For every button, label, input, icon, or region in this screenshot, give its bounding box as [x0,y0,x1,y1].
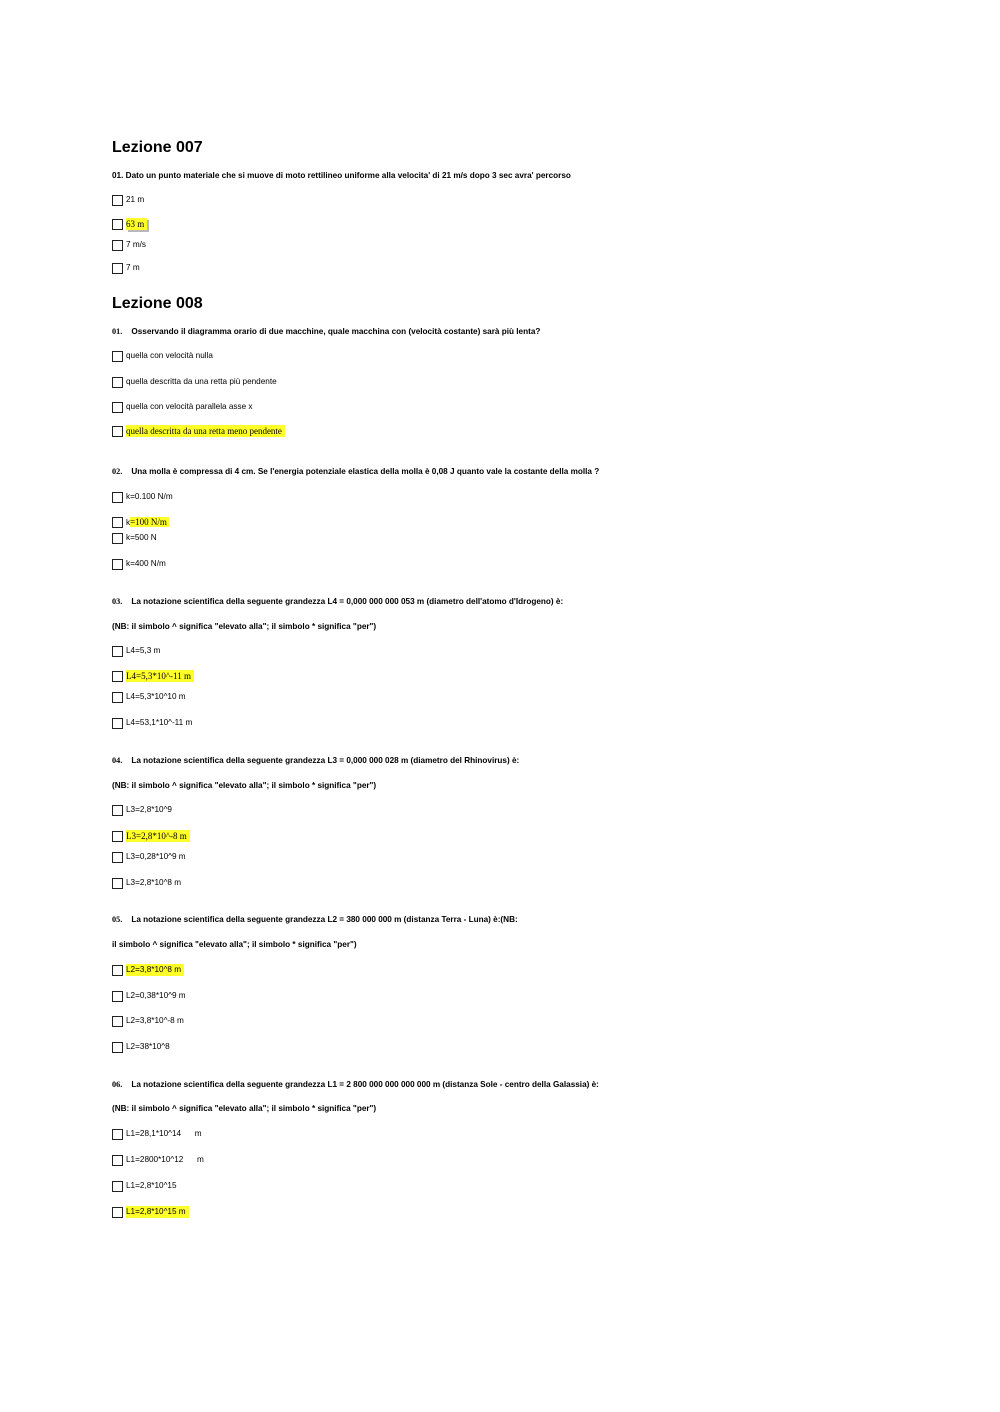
checkbox[interactable] [112,240,123,251]
checkbox[interactable] [112,426,123,437]
option-label: L2=3,8*10^-8 m [126,1016,184,1025]
question-body: La notazione scientifica della seguente grandezza L1 = 2 800 000 000 000 000 m (distanza Sole - centro della Galassia) è: [131,1080,599,1089]
question-body: Osservando il diagramma orario di due macchine, quale macchina con (velocità costante) sarà più lenta? [131,327,541,336]
checkbox[interactable] [112,492,123,503]
option-label: L2=0,38*10^9 m [126,991,186,1000]
question-number: 02. [112,467,123,476]
question-text [112,466,599,477]
answer-option-correct[interactable] [112,669,194,683]
question-body: Dato un punto materiale che si muove di moto rettilineo uniforme alla velocita' di 21 m/s dopo 3 sec avra' percorso [125,171,571,180]
option-label: 7 m [126,263,140,272]
checkbox[interactable] [112,671,123,682]
checkbox[interactable] [112,1129,123,1140]
checkbox[interactable] [112,517,123,528]
answer-option[interactable] [112,644,160,658]
checkbox[interactable] [112,351,123,362]
option-label: L4=5,3 m [126,646,161,655]
question-number: 04. [112,756,123,765]
question-text [112,1079,599,1090]
checkbox[interactable] [112,646,123,657]
answer-option-correct[interactable] [112,829,190,843]
answer-option-correct[interactable] [112,1205,189,1219]
option-label: quella con velocità parallela asse x [126,402,253,411]
answer-option[interactable] [112,876,181,890]
checkbox[interactable] [112,718,123,729]
checkbox[interactable] [112,1155,123,1166]
answer-option[interactable] [112,557,166,571]
answer-option[interactable] [112,400,253,414]
answer-option[interactable] [112,375,277,389]
option-label: quella descritta da una retta più pendente [126,377,277,386]
question-text [112,170,571,181]
checkbox[interactable] [112,831,123,842]
option-label: L1=2800*10^12 m [126,1155,204,1164]
question-body: La notazione scientifica della seguente grandezza L4 = 0,000 000 000 053 m (diametro dell'atomo d'Idrogeno) è: [131,597,564,606]
option-label-highlighted: quella descritta da una retta meno pendente [126,425,285,437]
answer-option[interactable] [112,1127,202,1141]
answer-option[interactable] [112,850,186,864]
question-number: 01. [112,327,123,336]
option-label: 7 m/s [126,240,147,249]
checkbox[interactable] [112,195,123,206]
answer-option[interactable] [112,349,213,363]
checkbox[interactable] [112,852,123,863]
answer-option[interactable] [112,261,140,275]
option-label [126,516,169,529]
option-label: k=500 N [126,533,157,542]
answer-option[interactable] [112,193,144,207]
option-label: k=0.100 N/m [126,492,173,501]
answer-option[interactable] [112,690,186,704]
question-number: 03. [112,597,123,606]
question-note: (NB: il simbolo ^ significa "elevato alla"; il simbolo * significa "per") [112,1104,377,1113]
question-body: La notazione scientifica della seguente grandezza L3 = 0,000 000 028 m (diametro del Rhinovirus) è: [131,756,520,765]
question-note: il simbolo ^ significa "elevato alla"; il simbolo * significa "per") [112,940,357,949]
answer-option-correct[interactable] [112,424,285,438]
answer-option-correct[interactable] [112,963,184,977]
option-label: 21 m [126,195,145,204]
option-label: L1=2,8*10^15 [126,1181,177,1190]
option-label-highlighted: L1=2,8*10^15 m [126,1206,189,1218]
lesson-title: Lezione 008 [112,295,203,312]
option-label: L3=0,28*10^9 m [126,852,186,861]
answer-option-correct[interactable] [112,515,169,529]
question-number: 01. [112,171,124,180]
option-label-highlighted: 63 m [126,218,147,230]
option-label: L3=2,8*10^8 m [126,878,182,887]
checkbox[interactable] [112,1042,123,1053]
option-label-highlighted: =100 N/m [130,516,167,527]
answer-option[interactable] [112,1153,204,1167]
checkbox[interactable] [112,692,123,703]
answer-option[interactable] [112,989,186,1003]
question-text [112,755,519,766]
option-label: k=400 N/m [126,559,166,568]
answer-option[interactable] [112,716,192,730]
option-label: L1=28,1*10^14 m [126,1129,202,1138]
answer-option[interactable] [112,238,146,252]
answer-option[interactable] [112,531,157,545]
checkbox[interactable] [112,533,123,544]
checkbox[interactable] [112,878,123,889]
question-body: Una molla è compressa di 4 cm. Se l'energia potenziale elastica della molla è 0,08 J quanto vale la costante della molla ? [131,467,600,476]
question-text [112,596,563,607]
option-label-highlighted: L3=2,8*10^-8 m [126,830,190,842]
question-note: (NB: il simbolo ^ significa "elevato alla"; il simbolo * significa "per") [112,781,377,790]
checkbox[interactable] [112,991,123,1002]
option-label-prefix: k [126,517,131,527]
checkbox[interactable] [112,219,123,230]
option-label: quella con velocità nulla [126,351,213,360]
option-label-highlighted: L2=3,8*10^8 m [126,964,184,976]
checkbox[interactable] [112,1181,123,1192]
question-number: 05. [112,915,123,924]
question-text [112,326,540,337]
question-text [112,914,518,925]
checkbox[interactable] [112,377,123,388]
question-note: (NB: il simbolo ^ significa "elevato alla"; il simbolo * significa "per") [112,622,377,631]
checkbox[interactable] [112,1207,123,1218]
answer-option[interactable] [112,1014,184,1028]
checkbox[interactable] [112,559,123,570]
question-number: 06. [112,1080,123,1089]
checkbox[interactable] [112,965,123,976]
question-body: La notazione scientifica della seguente grandezza L2 = 380 000 000 m (distanza Terra - Luna) è:(NB: [131,915,518,924]
checkbox[interactable] [112,1016,123,1027]
option-label-highlighted: L4=5,3*10^-11 m [126,670,194,682]
option-label: L4=5,3*10^10 m [126,692,186,701]
lesson-title: Lezione 007 [112,139,203,156]
answer-option[interactable] [112,1040,170,1054]
answer-option[interactable] [112,1179,177,1193]
answer-option[interactable] [112,803,172,817]
option-label: L3=2,8*10^9 [126,805,172,814]
answer-option[interactable] [112,490,173,504]
option-label: L2=38*10^8 [126,1042,170,1051]
checkbox[interactable] [112,263,123,274]
option-label: L4=53,1*10^-11 m [126,718,193,727]
checkbox[interactable] [112,402,123,413]
answer-option-correct[interactable] [112,217,147,231]
checkbox[interactable] [112,805,123,816]
